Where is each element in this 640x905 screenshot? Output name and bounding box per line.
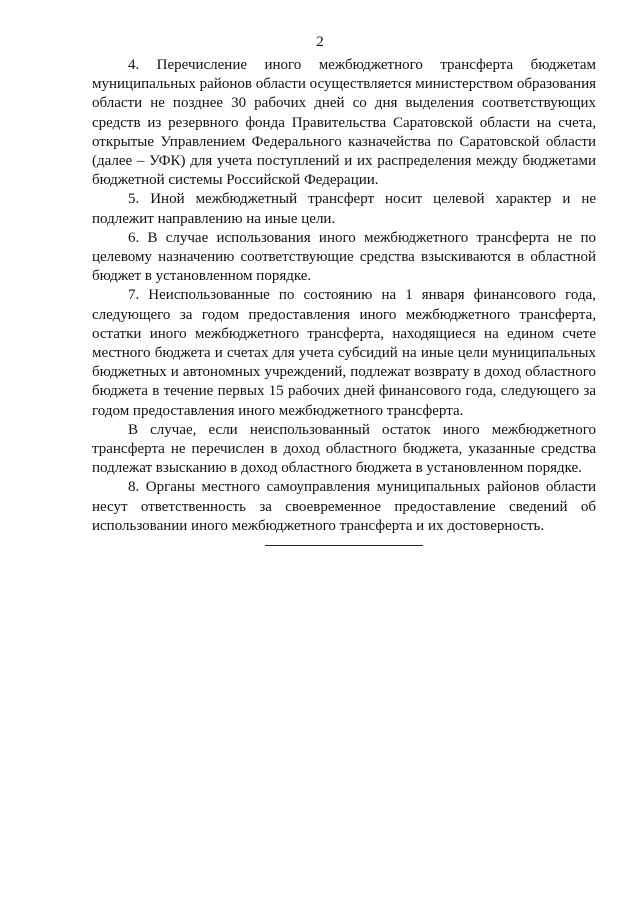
document-body <box>92 56 596 536</box>
page-number: 2 <box>316 34 324 50</box>
paragraph-5: 5. Иной межбюджетный трансферт носит целевой характер и не подлежит направлению на иные цели. <box>92 191 596 227</box>
paragraph-6: 6. В случае использования иного межбюджетного трансферта не по целевому назначению соответствующие средства взыскиваются в областной бюджет в установленном порядке. <box>92 229 596 285</box>
paragraph-8: 8. Органы местного самоуправления муниципальных районов области несут ответственность за своевременное предоставление сведений об использовании иного межбюджетного трансферта и их достоверность. <box>92 479 596 534</box>
end-divider-line <box>265 545 423 546</box>
paragraph-4: 4. Перечисление иного межбюджетного трансферта бюджетам муниципальных районов области осуществляется министерством образования области не позднее 30 рабочих дней со дня выделения соответствующих средств из резервного фонда Правительства Саратовской области на счета, открытые Управлением Федерального казначейства по Саратовской области (далее – УФК) для учета поступлений и их распределения между бюджетами бюджетной системы Российской Федерации. <box>92 57 596 189</box>
paragraph-7-continuation: В случае, если неиспользованный остаток иного межбюджетного трансферта не перечислен в доход областного бюджета, указанные средства подлежат взысканию в доход областного бюджета в установленном порядке. <box>92 421 596 477</box>
paragraph-7: 7. Неиспользованные по состоянию на 1 января финансового года, следующего за годом предоставления иного межбюджетного трансферта, остатки иного межбюджетного трансферта, находящиеся на едином счете местного бюджета и счетах для учета субсидий на иные цели муниципальных бюджетных и автономных учреждений, подлежат возврату в доход областного бюджета в течение первых 15 рабочих дней финансового года, следующего за годом предоставления иного межбюджетного трансферта. <box>92 287 596 419</box>
